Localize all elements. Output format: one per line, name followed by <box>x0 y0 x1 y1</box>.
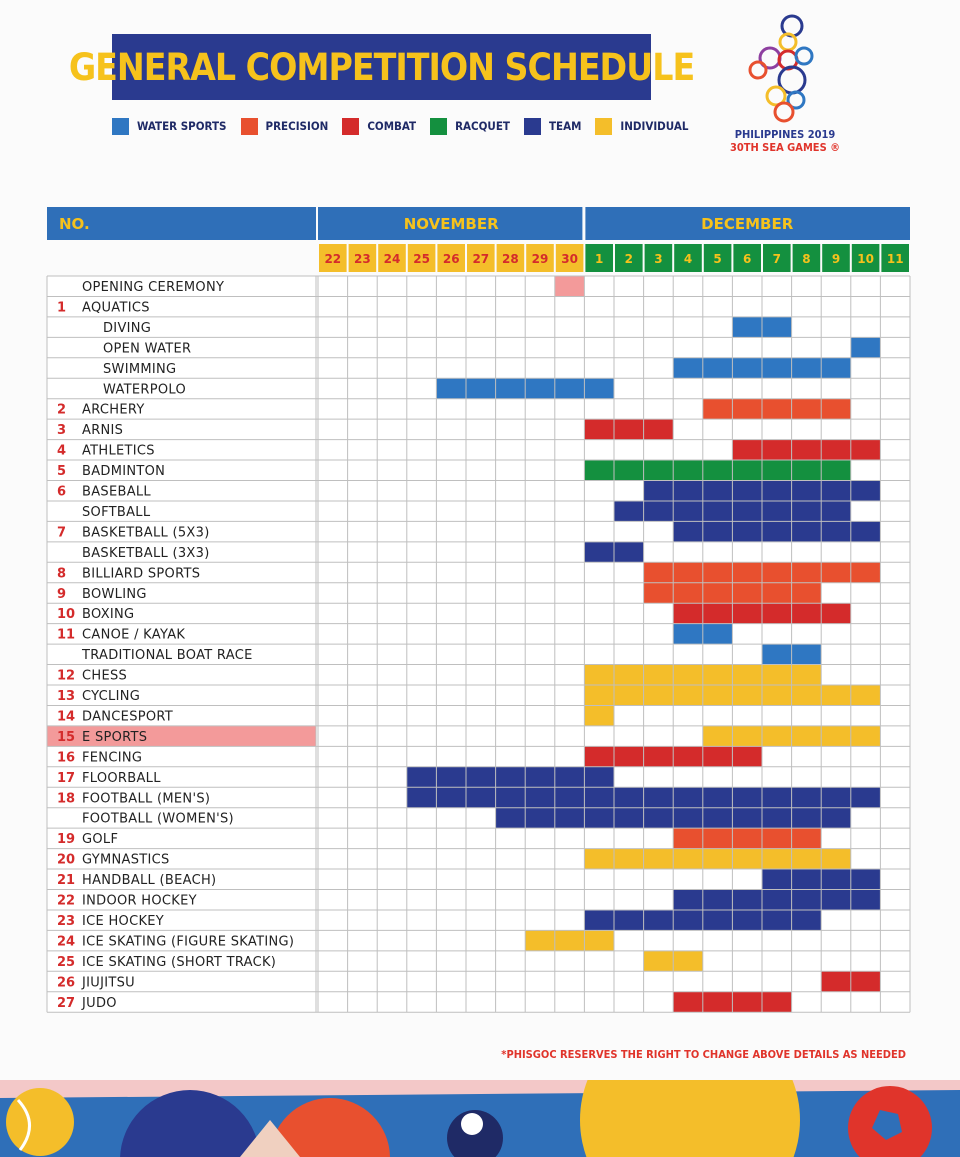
row-label: ICE SKATING (FIGURE SKATING) <box>82 934 295 950</box>
row-number: 8 <box>57 566 67 582</box>
schedule-cell <box>673 746 703 766</box>
schedule-cell <box>703 828 733 848</box>
schedule-cell <box>673 890 703 910</box>
schedule-cell <box>792 440 822 460</box>
schedule-cell <box>732 828 762 848</box>
day-label: 30 <box>561 252 578 266</box>
schedule-cell <box>555 378 585 398</box>
schedule-cell <box>673 583 703 603</box>
row-label: INDOOR HOCKEY <box>82 893 197 909</box>
row-number: 12 <box>57 668 76 684</box>
row-label: FOOTBALL (MEN'S) <box>82 791 211 807</box>
schedule-cell <box>555 767 585 787</box>
schedule-cell <box>732 849 762 869</box>
row-label: WATERPOLO <box>103 382 186 398</box>
schedule-cell <box>732 317 762 337</box>
schedule-cell <box>792 583 822 603</box>
row-label: ATHLETICS <box>82 443 155 459</box>
schedule-cell <box>792 665 822 685</box>
schedule-cell <box>762 644 792 664</box>
legend-label-water: WATER SPORTS <box>137 119 227 133</box>
schedule-cell <box>703 808 733 828</box>
schedule-cell <box>703 603 733 623</box>
schedule-cell <box>703 501 733 521</box>
schedule-cell <box>732 440 762 460</box>
logo-line-2: 30TH SEA GAMES ® <box>729 141 841 154</box>
day-label: 6 <box>743 252 752 266</box>
schedule-cell <box>851 521 881 541</box>
day-label: 1 <box>595 252 604 266</box>
schedule-cell <box>673 849 703 869</box>
schedule-cell <box>703 746 733 766</box>
day-label: 26 <box>442 252 460 266</box>
row-number: 10 <box>57 607 76 623</box>
schedule-cell <box>821 562 851 582</box>
row-number: 13 <box>57 689 76 704</box>
schedule-cell <box>614 460 644 480</box>
schedule-cell <box>792 890 822 910</box>
schedule-cell <box>614 808 644 828</box>
schedule-cell <box>584 808 614 828</box>
schedule-cell <box>496 378 526 398</box>
row-number: 21 <box>57 873 76 889</box>
schedule-cell <box>584 910 614 930</box>
schedule-cell <box>762 992 792 1012</box>
row-number: 1 <box>57 300 67 316</box>
row-label: JIUJITSU <box>82 975 135 991</box>
day-label: 25 <box>413 252 430 266</box>
schedule-cell <box>614 910 644 930</box>
row-label: E SPORTS <box>82 729 148 745</box>
schedule-cell <box>762 440 792 460</box>
schedule-cell <box>555 808 585 828</box>
schedule-cell <box>792 603 822 623</box>
schedule-cell <box>584 930 614 950</box>
row-number: 7 <box>57 525 67 541</box>
day-label: 22 <box>324 252 342 266</box>
schedule-cell <box>525 378 555 398</box>
schedule-cell <box>584 767 614 787</box>
schedule-cell <box>614 665 644 685</box>
schedule-cell <box>762 849 792 869</box>
schedule-cell <box>792 358 822 378</box>
schedule-cell <box>851 337 881 357</box>
schedule-cell <box>436 378 466 398</box>
schedule-cell <box>821 521 851 541</box>
schedule-cell <box>792 869 822 889</box>
schedule-cell <box>466 767 496 787</box>
schedule-cell <box>584 787 614 807</box>
schedule-cell <box>762 481 792 501</box>
row-number: 25 <box>57 954 76 970</box>
day-label: 11 <box>886 252 904 266</box>
schedule-cell <box>821 460 851 480</box>
schedule-cell <box>762 910 792 930</box>
schedule-cell <box>644 787 674 807</box>
schedule-cell <box>525 767 555 787</box>
schedule-cell <box>703 521 733 541</box>
schedule-cell <box>821 685 851 705</box>
row-number: 4 <box>57 443 67 459</box>
schedule-cell <box>851 890 881 910</box>
schedule-cell <box>792 808 822 828</box>
row-label: DIVING <box>103 320 152 336</box>
schedule-cell <box>673 358 703 378</box>
row-label: CYCLING <box>82 689 141 704</box>
schedule-cell <box>851 440 881 460</box>
schedule-cell <box>762 603 792 623</box>
row-number: 24 <box>57 934 76 950</box>
row-number: 27 <box>57 995 76 1011</box>
schedule-cell <box>792 562 822 582</box>
schedule-cell <box>732 910 762 930</box>
logo-line-1: PHILIPPINES 2019 <box>734 128 836 141</box>
schedule-cell <box>644 808 674 828</box>
schedule-cell <box>821 603 851 623</box>
schedule-cell <box>614 542 644 562</box>
schedule-cell <box>732 460 762 480</box>
schedule-cell <box>792 910 822 930</box>
row-label: JUDO <box>82 995 117 1011</box>
schedule-cell <box>792 521 822 541</box>
row-label: SWIMMING <box>103 361 177 377</box>
schedule-cell <box>732 992 762 1012</box>
row-label: BASKETBALL (5X3) <box>82 525 210 541</box>
schedule-cell <box>821 481 851 501</box>
schedule-cell <box>792 399 822 419</box>
row-number: 15 <box>57 729 76 745</box>
schedule-cell <box>703 624 733 644</box>
row-label: ICE SKATING (SHORT TRACK) <box>82 954 277 970</box>
schedule-cell <box>673 460 703 480</box>
schedule-cell <box>762 787 792 807</box>
schedule-cell <box>584 849 614 869</box>
schedule-cell <box>821 869 851 889</box>
schedule-cell <box>821 808 851 828</box>
row-label: FENCING <box>82 750 143 766</box>
schedule-cell <box>614 501 644 521</box>
schedule-cell <box>644 419 674 439</box>
schedule-cell <box>732 685 762 705</box>
schedule-cell <box>614 746 644 766</box>
schedule-cell <box>851 787 881 807</box>
schedule-cell <box>584 378 614 398</box>
schedule-cell <box>792 481 822 501</box>
schedule-cell <box>703 992 733 1012</box>
row-number: 11 <box>57 627 76 643</box>
schedule-cell <box>792 726 822 746</box>
footnote: *PHISGOC RESERVES THE RIGHT TO CHANGE ABOVE DETAILS AS NEEDED <box>501 1048 906 1061</box>
schedule-cell <box>703 726 733 746</box>
schedule-cell <box>673 992 703 1012</box>
schedule-cell <box>732 358 762 378</box>
day-label: 24 <box>383 252 401 266</box>
schedule-cell <box>644 481 674 501</box>
row-label: FLOORBALL <box>82 770 161 786</box>
schedule-cell <box>644 460 674 480</box>
row-label: BILLIARD SPORTS <box>82 566 201 582</box>
schedule-cell <box>614 419 644 439</box>
schedule-cell <box>644 583 674 603</box>
schedule-cell <box>673 603 703 623</box>
row-label: ICE HOCKEY <box>82 913 165 929</box>
schedule-cell <box>644 665 674 685</box>
row-number: 20 <box>57 852 76 868</box>
schedule-cell <box>555 930 585 950</box>
legend-label-combat: COMBAT <box>367 119 417 133</box>
row-number: 5 <box>57 464 67 480</box>
schedule-cell <box>644 951 674 971</box>
row-label: BADMINTON <box>82 464 166 480</box>
schedule-cell <box>496 787 526 807</box>
schedule-cell <box>732 562 762 582</box>
schedule-cell <box>821 440 851 460</box>
schedule-cell <box>584 460 614 480</box>
schedule-cell <box>732 603 762 623</box>
day-label: 9 <box>831 252 841 266</box>
schedule-cell <box>732 787 762 807</box>
schedule-cell <box>732 808 762 828</box>
schedule-cell <box>644 685 674 705</box>
schedule-cell <box>703 849 733 869</box>
schedule-cell <box>762 317 792 337</box>
schedule-cell <box>851 971 881 991</box>
schedule-cell <box>644 849 674 869</box>
row-label: ARNIS <box>82 423 124 439</box>
schedule-cell <box>703 460 733 480</box>
row-number: 6 <box>57 484 67 500</box>
schedule-cell <box>673 521 703 541</box>
row-label: HANDBALL (BEACH) <box>82 873 217 889</box>
legend-label-precision: PRECISION <box>265 119 329 133</box>
schedule-cell <box>673 910 703 930</box>
schedule-cell <box>762 869 792 889</box>
schedule-cell <box>732 481 762 501</box>
schedule-cell <box>703 890 733 910</box>
row-label: AQUATICS <box>82 300 150 316</box>
row-label: GYMNASTICS <box>82 852 170 868</box>
row-number: 14 <box>57 709 76 725</box>
schedule-cell <box>673 624 703 644</box>
schedule-cell <box>762 828 792 848</box>
month-label-december: DECEMBER <box>701 215 794 233</box>
row-label: BASKETBALL (3X3) <box>82 545 210 561</box>
schedule-cell <box>673 951 703 971</box>
schedule-cell <box>584 705 614 725</box>
schedule-cell <box>821 971 851 991</box>
schedule-cell <box>762 358 792 378</box>
day-label: 10 <box>857 252 874 266</box>
schedule-cell <box>496 767 526 787</box>
row-label: OPEN WATER <box>103 341 192 357</box>
row-label: TRADITIONAL BOAT RACE <box>82 648 253 664</box>
row-label: DANCESPORT <box>82 709 174 725</box>
day-label: 28 <box>502 252 519 266</box>
schedule-cell <box>851 685 881 705</box>
schedule-cell <box>762 501 792 521</box>
schedule-cell <box>762 562 792 582</box>
row-number: 26 <box>57 975 76 991</box>
row-label: CANOE / KAYAK <box>82 627 186 643</box>
row-number: 17 <box>57 770 76 786</box>
schedule-cell <box>792 849 822 869</box>
schedule-cell <box>792 828 822 848</box>
schedule-cell <box>644 562 674 582</box>
schedule-cell <box>436 767 466 787</box>
schedule-cell <box>644 501 674 521</box>
schedule-cell <box>851 481 881 501</box>
row-label: BASEBALL <box>82 484 151 500</box>
schedule-cell <box>821 890 851 910</box>
schedule-cell <box>584 746 614 766</box>
schedule-cell <box>703 358 733 378</box>
schedule-cell <box>673 787 703 807</box>
schedule-cell <box>703 399 733 419</box>
schedule-cell <box>703 685 733 705</box>
schedule-cell <box>732 890 762 910</box>
schedule-cell <box>584 419 614 439</box>
schedule-cell <box>407 787 437 807</box>
schedule-cell <box>673 481 703 501</box>
row-number: 2 <box>57 402 67 418</box>
schedule-cell <box>407 767 437 787</box>
schedule-cell <box>614 849 644 869</box>
schedule-cell <box>762 726 792 746</box>
schedule-cell <box>762 665 792 685</box>
schedule-cell <box>792 787 822 807</box>
day-label: 29 <box>531 252 549 266</box>
schedule-cell <box>703 665 733 685</box>
schedule-cell <box>792 685 822 705</box>
day-label: 2 <box>624 252 633 266</box>
schedule-cell <box>732 521 762 541</box>
schedule-cell <box>584 685 614 705</box>
schedule-cell <box>821 358 851 378</box>
sports-banner <box>0 1080 960 1157</box>
row-label: BOXING <box>82 607 135 623</box>
row-number: 18 <box>57 791 76 807</box>
schedule-cell <box>644 910 674 930</box>
schedule-cell <box>673 685 703 705</box>
day-label: 7 <box>772 252 781 266</box>
schedule-cell <box>732 746 762 766</box>
row-number: 19 <box>57 832 76 848</box>
legend-label-racquet: RACQUET <box>455 119 510 133</box>
schedule-cell <box>762 521 792 541</box>
schedule-cell <box>703 562 733 582</box>
schedule-cell <box>614 787 644 807</box>
schedule-cell <box>732 501 762 521</box>
schedule-cell <box>555 787 585 807</box>
schedule-cell <box>821 501 851 521</box>
schedule-cell <box>673 828 703 848</box>
day-label: 23 <box>354 252 371 266</box>
row-number: 3 <box>57 423 67 439</box>
day-label: 27 <box>472 252 490 266</box>
day-label: 3 <box>654 252 663 266</box>
schedule-cell <box>584 542 614 562</box>
row-label: SOFTBALL <box>82 504 151 520</box>
schedule-cell <box>644 746 674 766</box>
row-label: OPENING CEREMONY <box>82 280 225 295</box>
schedule-cell <box>851 726 881 746</box>
schedule-cell <box>584 665 614 685</box>
schedule-cell <box>703 481 733 501</box>
row-number: 23 <box>57 913 76 929</box>
month-label-november: NOVEMBER <box>403 215 499 233</box>
schedule-cell <box>525 787 555 807</box>
schedule-cell <box>762 460 792 480</box>
schedule-cell <box>703 787 733 807</box>
row-label: GOLF <box>82 832 119 848</box>
schedule-cell <box>792 644 822 664</box>
schedule-cell <box>821 726 851 746</box>
schedule-cell <box>703 910 733 930</box>
schedule-cell <box>466 787 496 807</box>
schedule-cell <box>466 378 496 398</box>
schedule-cell <box>762 685 792 705</box>
schedule-cell <box>851 869 881 889</box>
schedule-cell <box>732 726 762 746</box>
schedule-cell <box>762 808 792 828</box>
page-title: GENERAL COMPETITION SCHEDULE <box>112 34 651 100</box>
schedule-cell <box>821 787 851 807</box>
schedule-cell <box>732 399 762 419</box>
legend-label-individual: INDIVIDUAL <box>620 119 689 133</box>
schedule-cell <box>762 583 792 603</box>
schedule-cell <box>792 460 822 480</box>
schedule-cell <box>762 399 792 419</box>
row-label: ARCHERY <box>82 402 145 418</box>
schedule-cell <box>673 808 703 828</box>
schedule-cell <box>732 665 762 685</box>
row-number: 22 <box>57 893 76 909</box>
schedule-cell <box>673 665 703 685</box>
schedule-cell <box>821 849 851 869</box>
schedule-cell <box>821 399 851 419</box>
schedule-cell <box>673 501 703 521</box>
schedule-cell <box>762 890 792 910</box>
legend-label-team: TEAM <box>548 119 582 133</box>
schedule-cell <box>792 501 822 521</box>
schedule-cell <box>851 562 881 582</box>
no-header-label: NO. <box>59 215 90 233</box>
row-label: CHESS <box>82 668 128 684</box>
row-label: FOOTBALL (WOMEN'S) <box>82 811 234 827</box>
schedule-cell <box>673 562 703 582</box>
schedule-cell <box>614 685 644 705</box>
schedule-cell <box>496 808 526 828</box>
day-label: 4 <box>683 252 693 266</box>
schedule-cell <box>436 787 466 807</box>
schedule-cell <box>525 930 555 950</box>
schedule-cell <box>732 583 762 603</box>
schedule-cell <box>703 583 733 603</box>
row-number: 16 <box>57 750 76 766</box>
row-label: BOWLING <box>82 586 147 602</box>
schedule-cell <box>555 276 585 296</box>
schedule-cell <box>525 808 555 828</box>
day-label: 8 <box>802 252 811 266</box>
row-number: 9 <box>57 586 67 602</box>
day-label: 5 <box>713 252 722 266</box>
